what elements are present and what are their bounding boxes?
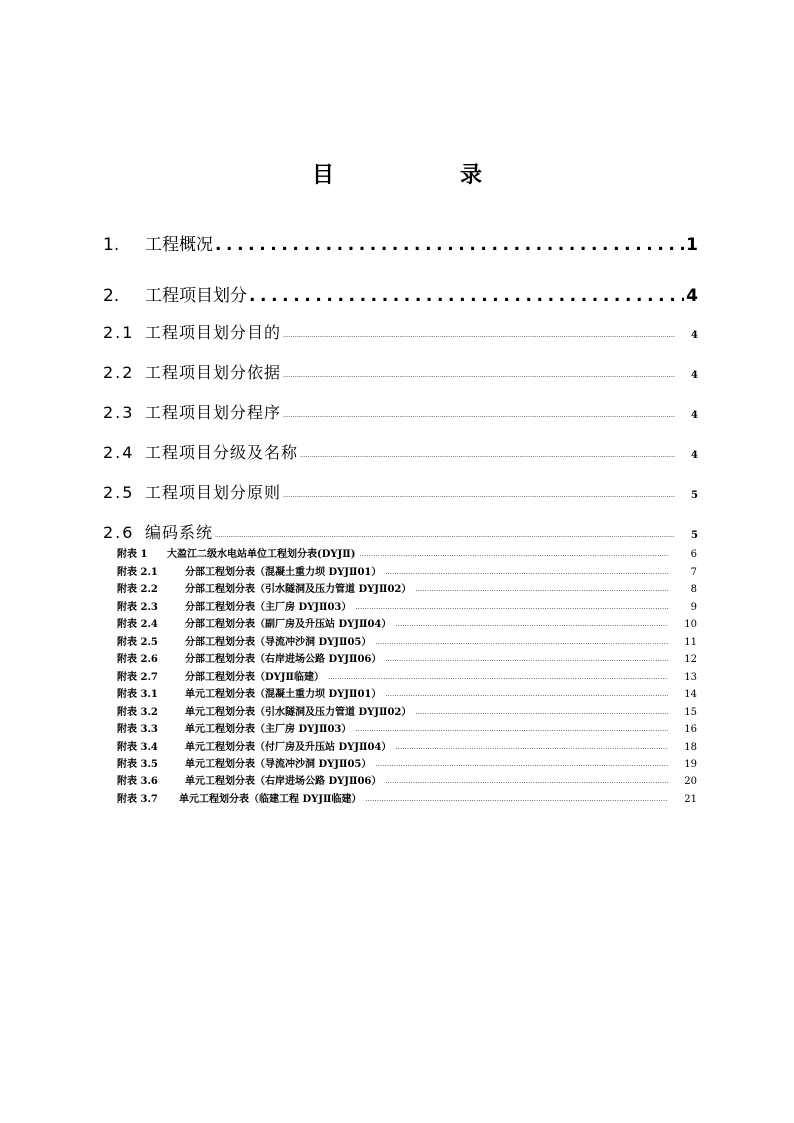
toc-entry-section-2-5[interactable] [103, 480, 698, 503]
toc-entry-section-2-6[interactable] [103, 520, 698, 543]
toc-number: 1. [103, 235, 120, 255]
toc-number: 2.6 [103, 523, 135, 542]
toc-page-number: 5 [691, 530, 698, 541]
toc-label: 分部工程划分表（混凝土重力坝 DYJⅡ01） [185, 567, 382, 578]
toc-page-number: 13 [684, 672, 697, 683]
toc-page-number: 4 [691, 450, 698, 461]
toc-entry-section-2-2[interactable] [103, 360, 698, 383]
toc-number: 附表 2.5 [117, 637, 158, 648]
toc-number: 附表 2.7 [117, 672, 158, 683]
toc-leader-dots [283, 413, 675, 419]
toc-page-number: 7 [690, 567, 697, 578]
toc-page-number: 4 [691, 330, 698, 341]
toc-page-number: 11 [684, 637, 697, 648]
toc-leader-dots [328, 675, 668, 681]
toc-leader-dots [300, 453, 675, 459]
toc-page-number: 6 [690, 549, 697, 560]
toc-page-number: 4 [686, 286, 698, 306]
toc-entry-appendix-1[interactable] [117, 545, 697, 560]
toc-entry-appendix-2-1[interactable] [117, 563, 697, 578]
toc-label: 单元工程划分表（右岸进场公路 DYJⅡ06） [185, 776, 382, 787]
toc-leader-dots [249, 286, 684, 306]
toc-page-number: 5 [691, 490, 698, 501]
toc-label: 单元工程划分表（引水隧洞及压力管道 DYJⅡ02） [185, 707, 412, 718]
toc-number: 附表 3.7 [117, 794, 158, 805]
toc-leader-dots [385, 570, 669, 576]
toc-entry-appendix-3-6[interactable] [117, 772, 697, 787]
toc-page-number: 16 [684, 724, 697, 735]
toc-leader-dots [283, 333, 675, 339]
toc-label: 单元工程划分表（混凝土重力坝 DYJⅡ01） [185, 689, 382, 700]
toc-page-number: 4 [691, 410, 698, 421]
toc-label: 工程概况 [145, 235, 213, 255]
toc-page-number: 10 [684, 619, 697, 630]
toc-number: 附表 2.1 [117, 567, 158, 578]
toc-label: 工程项目划分依据 [145, 363, 282, 382]
toc-label: 单元工程划分表（付厂房及升压站 DYJⅡ04） [185, 742, 392, 753]
toc-entry-appendix-2-5[interactable] [117, 633, 697, 648]
toc-leader-dots [215, 533, 675, 539]
toc-number: 2.2 [103, 363, 135, 382]
toc-number: 2.4 [103, 443, 135, 462]
toc-entry-appendix-2-3[interactable] [117, 598, 697, 613]
toc-label: 工程项目划分原则 [145, 483, 282, 502]
toc-page-number: 1 [686, 235, 698, 255]
toc-page-number: 15 [684, 707, 697, 718]
toc-number: 2.3 [103, 403, 135, 422]
toc-entry-appendix-2-7[interactable] [117, 668, 697, 683]
toc-number: 附表 1 [117, 549, 148, 560]
toc-page-number: 19 [684, 759, 697, 770]
toc-leader-dots [355, 605, 669, 611]
toc-entry-appendix-3-2[interactable] [117, 703, 697, 718]
toc-number: 附表 3.4 [117, 742, 158, 753]
toc-page-number: 8 [690, 584, 697, 595]
toc-entry-appendix-2-2[interactable] [117, 580, 697, 595]
page-title: 目 录 [311, 163, 534, 188]
toc-leader-dots [215, 235, 684, 255]
toc-label: 单元工程划分表（临建工程 DYJⅡ临建） [179, 794, 362, 805]
toc-leader-dots [385, 779, 668, 785]
toc-leader-dots [355, 727, 668, 733]
toc-entry-section-2-1[interactable] [103, 320, 698, 343]
toc-label: 分部工程划分表（导流冲沙洞 DYJⅡ05） [185, 637, 372, 648]
toc-page-number: 14 [684, 689, 697, 700]
toc-label: 分部工程划分表（主厂房 DYJⅡ03） [185, 602, 352, 613]
toc-page-number: 21 [684, 794, 697, 805]
toc-entry-appendix-3-3[interactable] [117, 720, 697, 735]
toc-number: 附表 3.1 [117, 689, 158, 700]
toc-entry-appendix-2-6[interactable] [117, 650, 697, 665]
toc-leader-dots [359, 552, 669, 558]
toc-label: 工程项目划分目的 [145, 323, 282, 342]
toc-entry-appendix-3-7[interactable] [117, 790, 697, 805]
toc-number: 附表 3.6 [117, 776, 158, 787]
toc-leader-dots [385, 692, 668, 698]
toc-label: 大盈江二级水电站单位工程划分表(DYJⅡ) [167, 549, 356, 560]
toc-leader-dots [283, 373, 675, 379]
toc-entry-section-2-3[interactable] [103, 400, 698, 423]
toc-label: 编码系统 [145, 523, 214, 542]
toc-leader-dots [375, 762, 668, 768]
toc-label: 工程项目分级及名称 [145, 443, 299, 462]
toc-number: 附表 2.4 [117, 619, 158, 630]
toc-leader-dots [395, 622, 668, 628]
toc-label: 工程项目划分 [145, 286, 247, 306]
toc-label: 分部工程划分表（副厂房及升压站 DYJⅡ04） [185, 619, 392, 630]
toc-entry-chapter-1[interactable] [103, 230, 698, 255]
toc-number: 附表 2.3 [117, 602, 158, 613]
toc-entry-chapter-2[interactable] [103, 281, 698, 306]
toc-number: 附表 2.2 [117, 584, 158, 595]
toc-number: 附表 3.2 [117, 707, 158, 718]
toc-label: 分部工程划分表（右岸进场公路 DYJⅡ06） [185, 654, 382, 665]
toc-page-number: 12 [684, 654, 697, 665]
toc-leader-dots [385, 657, 668, 663]
toc-number: 附表 3.3 [117, 724, 158, 735]
toc-label: 分部工程划分表（DYJⅡ临建） [185, 672, 324, 683]
toc-leader-dots [415, 710, 668, 716]
toc-entry-appendix-2-4[interactable] [117, 615, 697, 630]
toc-page-number: 9 [690, 602, 697, 613]
toc-leader-dots [415, 587, 669, 593]
toc-number: 2.5 [103, 483, 135, 502]
toc-leader-dots [375, 640, 668, 646]
toc-entry-appendix-3-1[interactable] [117, 685, 697, 700]
toc-label: 单元工程划分表（主厂房 DYJⅡ03） [185, 724, 352, 735]
toc-number: 附表 2.6 [117, 654, 158, 665]
toc-label: 单元工程划分表（导流冲沙洞 DYJⅡ05） [185, 759, 372, 770]
toc-number: 2.1 [103, 323, 135, 342]
toc-number: 2. [103, 286, 120, 306]
toc-entry-section-2-4[interactable] [103, 440, 698, 463]
toc-label: 工程项目划分程序 [145, 403, 282, 422]
toc-page-number: 4 [691, 370, 698, 381]
toc-leader-dots [395, 745, 668, 751]
toc-label: 分部工程划分表（引水隧洞及压力管道 DYJⅡ02） [185, 584, 412, 595]
toc-entry-appendix-3-5[interactable] [117, 755, 697, 770]
toc-number: 附表 3.5 [117, 759, 158, 770]
toc-entry-appendix-3-4[interactable] [117, 738, 697, 753]
toc-leader-dots [365, 797, 668, 803]
toc-page-number: 20 [684, 776, 697, 787]
toc-leader-dots [283, 493, 675, 499]
toc-page-number: 18 [684, 742, 697, 753]
